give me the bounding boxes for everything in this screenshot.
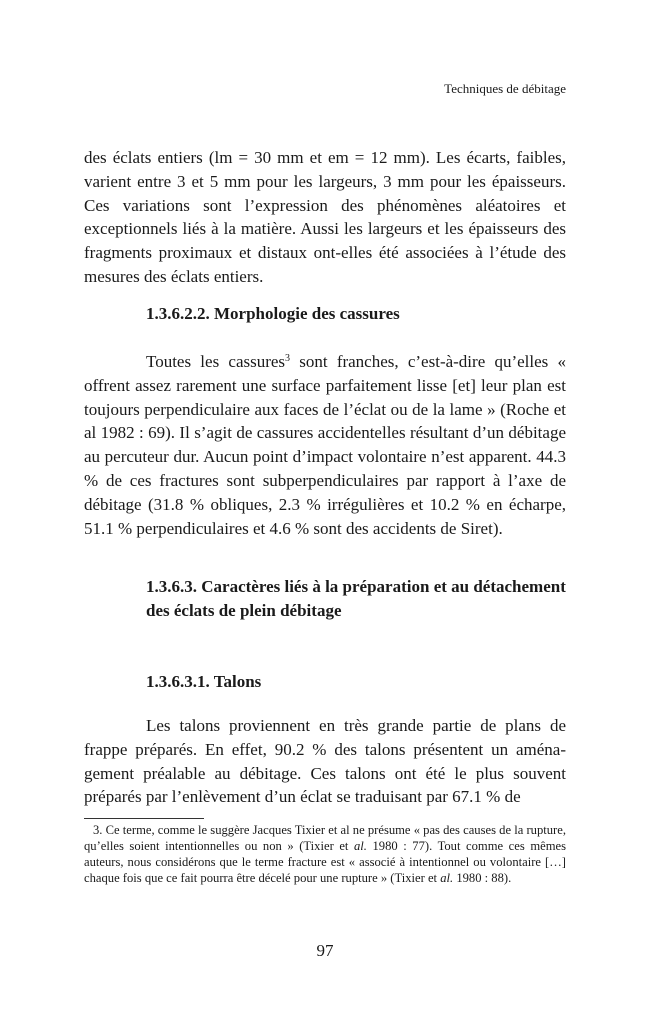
running-header: Techniques de débitage: [444, 81, 566, 96]
footnote-text-b: 1980 : 77). Tout comme ces mêmes auteurs, nous considérons que le terme fracture est « associé à intentionnel ou volontaire […] chaque fois que ce fait pourra être décelé pour une rupture » (Tixier et: [84, 839, 566, 885]
footnote-number: 3.: [93, 823, 103, 837]
footnote-italic-al-2: al.: [440, 871, 454, 885]
paragraph-measurements: des éclats entiers (lm = 30 mm et em = 12 mm). Les écarts, faibles, varient entre 3 et 5 mm pour les largeurs, 3 mm pour les épaisseurs. Ces variations sont l’expression des phénomènes aléatoires et exceptionnels liés à la matière. Aussi les largeurs et les épaisseurs des fragments proximaux et distaux ont-elles été associées à l’étude des mesures des éclats entiers.: [84, 148, 566, 286]
footnote-reference: 3: [285, 353, 291, 364]
section-heading-talons: 1.3.6.3.1. Talons: [146, 672, 262, 691]
footnote-divider: [84, 818, 204, 819]
paragraph-talons: Les talons proviennent en très grande partie de plans de frappe préparés. En effet, 90.2 % des talons présentent un aménagement préalable au débitage. Ces talons ont été le plus souvent préparés par l’enlèvement d’un éclat se traduisant par 67.1 % de: [84, 716, 566, 807]
paragraph-cassures: [84, 350, 566, 540]
page-number: 97: [316, 941, 334, 960]
footnote: [84, 822, 566, 886]
section-heading-morphologie: 1.3.6.2.2. Morphologie des cassures: [146, 304, 400, 323]
paragraph-cassures-start: Toutes les cassures: [146, 352, 286, 371]
section-heading-preparation: 1.3.6.3. Caractères liés à la préparation et au détachement des éclats de plein débitage: [146, 577, 566, 620]
footnote-text-a: Ce terme, comme le suggère Jacques Tixier et al ne présume « pas des causes de la rupture, qu’elles soient intentionnelles ou non » (Tixier et: [84, 823, 566, 853]
footnote-text-c: 1980 : 88).: [453, 871, 512, 885]
paragraph-cassures-rest: sont franches, c’est-à-dire qu’elles « offrent assez rarement une surface parfaitement lisse [et] leur plan est toujours perpendiculaire aux faces de l’éclat ou de la lame » (Roche et al 1982 : 69). Il s’agit de cassures accidentelles résultant d’un débitage au percuteur dur. Aucun point d’impact volontaire n’est apparent. 44.3 % de ces fractures sont subperpendiculaires par rapport à l’axe de débitage (31.8 % obliques, 2.3 % irrégulières et 10.2 % en écharpe, 51.1 % perpendiculaires et 4.6 % sont des accidents de Siret).: [84, 352, 566, 538]
footnote-italic-al-1: al.: [353, 839, 367, 853]
